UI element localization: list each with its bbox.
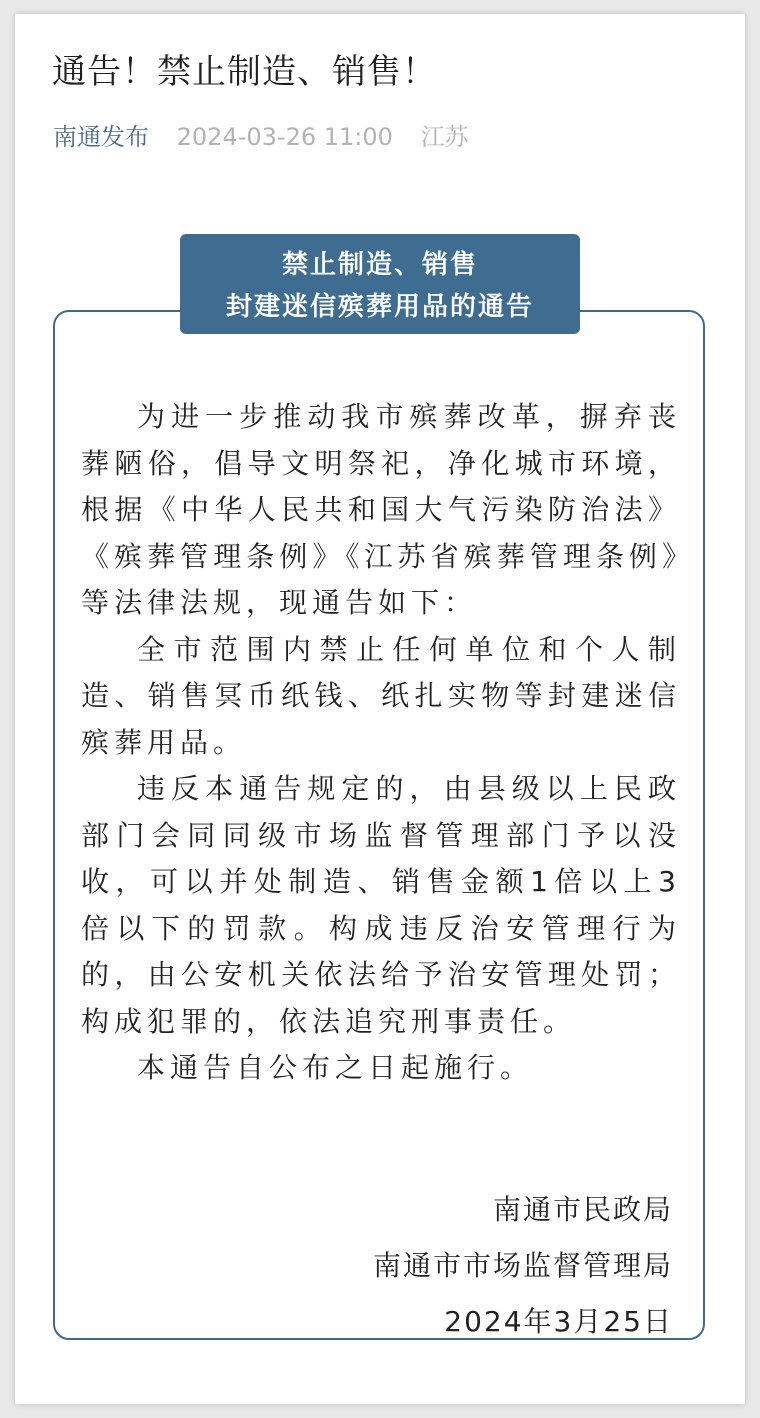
- notice-heading-line1: 禁止制造、销售: [281, 250, 478, 280]
- region-label: 江苏: [420, 123, 469, 151]
- notice-signature: [373, 1182, 673, 1350]
- notice-body: [81, 394, 681, 1092]
- notice-heading-banner: [180, 234, 580, 334]
- signature-org-civil-affairs: 南通市民政局: [492, 1193, 673, 1226]
- notice-paragraph: 为进一步推动我市殡葬改革，摒弃丧葬陋俗，倡导文明祭祀，净化城市环境，根据《中华人民共和国大气污染防治法》《殡葬管理条例》《江苏省殡葬管理条例》等法律法规，现通告如下：: [81, 400, 681, 619]
- notice-heading-line2: 封建迷信殡葬用品的通告: [225, 292, 534, 322]
- notice-paragraph: 违反本通告规定的，由县级以上民政部门会同同级市场监督管理部门予以没收，可以并处制造、销售金额1倍以上3倍以下的罚款。构成违反治安管理行为的，由公安机关依法给予治安管理处罚；构成犯罪的，依法追究刑事责任。: [81, 772, 681, 1038]
- article-title: 通告！禁止制造、销售！: [52, 52, 437, 92]
- signature-org-market-regulation: 南通市市场监督管理局: [372, 1249, 673, 1282]
- notice-paragraph: 本通告自公布之日起施行。: [137, 1051, 534, 1084]
- signature-date: 2024年3月25日: [444, 1305, 673, 1338]
- article-meta: [53, 120, 469, 154]
- notice-paragraph: 全市范围内禁止任何单位和个人制造、销售冥币纸钱、纸扎实物等封建迷信殡葬用品。: [81, 632, 681, 759]
- source-link[interactable]: 南通发布: [53, 123, 149, 151]
- article-card: [15, 14, 745, 1404]
- publish-datetime: 2024-03-26 11:00: [176, 123, 393, 151]
